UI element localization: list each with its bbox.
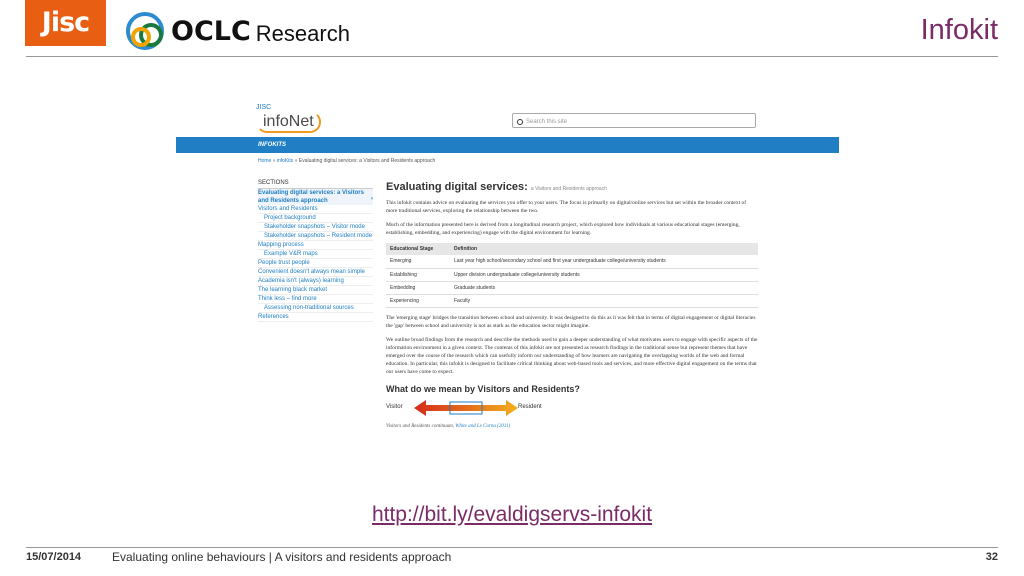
footer-text: Evaluating online behaviours | A visitors and residents approach: [112, 550, 452, 564]
chevron-right-icon: ›: [371, 196, 373, 202]
page-title-sub: a Visitors and Residents approach: [530, 186, 607, 192]
search-placeholder: Search this site: [526, 119, 568, 125]
oclc-logo-text: OCLC: [171, 15, 251, 47]
research-paragraph: Much of the information presented here is derived from a longitudinal research project, which explored how individuals at various educational stages (emerging, establishing, embedding, and experiencing) engage with the digital environment for learning.: [386, 222, 740, 236]
vr-heading: What do we mean by Visitors and Residents?: [386, 383, 580, 394]
sidebar-item[interactable]: Stakeholder snapshots – Visitor mode: [258, 223, 373, 232]
site-header: [176, 101, 839, 137]
stage-cell: Establishing: [386, 268, 450, 281]
visitor-label: Visitor: [386, 403, 403, 410]
breadcrumb: [258, 158, 435, 164]
nav-infokits[interactable]: INFOKITS: [258, 142, 286, 148]
visitors-residents-continuum: [386, 396, 758, 420]
search-icon: [517, 119, 523, 125]
infonet-logo[interactable]: [256, 105, 321, 133]
table-body: [386, 255, 758, 307]
sidebar-item[interactable]: Convenient doesn't always mean simple: [258, 268, 373, 277]
sidebar-item[interactable]: Stakeholder snapshots – Resident mode: [258, 232, 373, 241]
stage-cell: Emerging: [386, 255, 450, 268]
breadcrumb-current: Evaluating digital services: a Visitors and Residents approach: [298, 158, 436, 164]
table-row: [386, 268, 758, 281]
findings-paragraph: We outline broad findings from the research and describe the methods used to gain a deeper understanding of what motivates users to engage with specific aspects of the information environment in a given context. The contents of this infokit are not presented as research findings in the traditional sense but represent themes that have emerged over the course of the research which can usefully inform our understanding of how learners are navigating the overlapping worlds of the web and formal education. In particular, this infokit is designed to facilitate critical thinking about web-based tools and services, and more effective digital engagement on the terms that our users have come to expect.: [386, 336, 758, 375]
sidebar-item[interactable]: The learning black market: [258, 286, 373, 295]
stage-cell: Experiencing: [386, 294, 450, 307]
sidebar-item[interactable]: Project background: [258, 214, 373, 223]
educational-stages-table: [386, 243, 758, 308]
infokit-screenshot: [176, 101, 839, 491]
table-header-row: [386, 243, 758, 255]
table-header-stage: Educational Stage: [386, 243, 450, 255]
table-row: [386, 294, 758, 307]
header-divider: [26, 56, 998, 57]
continuum-arrow-icon: [386, 396, 586, 420]
definition-cell: Graduate students: [450, 281, 758, 294]
resident-label: Resident: [518, 403, 542, 410]
emerging-stage-paragraph: The 'emerging stage' bridges the transition between school and university. It was designed to do this as it was felt that in terms of digital engagement or digital literacies the 'gap' between school and university is not as stark as the education sector might imagine.: [386, 314, 756, 329]
caption-text: Visitors and Residents continuum,: [386, 423, 454, 429]
breadcrumb-home[interactable]: Home: [258, 158, 272, 164]
infonet-logo-jisc: JISC: [256, 104, 272, 111]
definition-cell: Last year high school/secondary school and first year undergraduate college/university students: [450, 255, 758, 268]
caption-link[interactable]: White and Le Cornu (2011): [455, 423, 511, 429]
footer-date: 15/07/2014: [26, 551, 82, 563]
stage-cell: Embedding: [386, 281, 450, 294]
breadcrumb-separator: »: [294, 158, 299, 164]
sections-sidebar: [258, 179, 373, 322]
sidebar-item[interactable]: Assessing non-traditional sources: [258, 304, 373, 313]
table-row: [386, 281, 758, 294]
sidebar-item-label: Evaluating digital services: a Visitors and Residents approach: [258, 190, 364, 204]
jisc-logo: Jisc: [25, 0, 106, 46]
definition-cell: Upper division undergraduate college/university students: [450, 268, 758, 281]
sidebar-item-active[interactable]: [258, 189, 373, 205]
sidebar-item[interactable]: References: [258, 313, 373, 322]
sidebar-item[interactable]: Example V&R maps: [258, 250, 373, 259]
footer-divider: [26, 547, 998, 548]
sidebar-title: SECTIONS: [258, 179, 373, 189]
sidebar-item[interactable]: Academia isn't (always) learning: [258, 277, 373, 286]
intro-paragraph: This infokit contains advice on evaluating the services you offer to your users. The focus is primarily on digital/online services but set within the broader context of more traditional services, exploring the relationship between the two.: [386, 200, 747, 214]
sidebar-list: [258, 205, 373, 322]
page-title: [386, 181, 758, 193]
sidebar-item[interactable]: People trust people: [258, 259, 373, 268]
page-title-main: Evaluating digital services:: [386, 181, 528, 193]
site-search-input[interactable]: [512, 113, 756, 128]
definition-cell: Faculty: [450, 294, 758, 307]
sidebar-item[interactable]: Visitors and Residents: [258, 205, 373, 214]
oclc-logo-sub: Research: [255, 21, 350, 46]
table-row: [386, 255, 758, 268]
figure-caption: [386, 424, 758, 429]
breadcrumb-separator: »: [272, 158, 277, 164]
slide-title: Infokit: [920, 14, 998, 46]
site-nav-bar: [176, 137, 839, 153]
table-header-definition: Definition: [450, 243, 758, 255]
infokit-url-link[interactable]: http://bit.ly/evaldigservs-infokit: [371, 503, 653, 526]
sidebar-item[interactable]: Mapping process: [258, 241, 373, 250]
slide-number: 32: [985, 551, 998, 563]
oclc-globe-icon: [123, 9, 167, 53]
oclc-research-logo: [123, 8, 350, 54]
main-content: [386, 181, 758, 429]
sidebar-item[interactable]: Think less – find more: [258, 295, 373, 304]
breadcrumb-infokits[interactable]: infoKits: [276, 158, 294, 164]
infonet-logo-text: infoNet: [256, 111, 321, 133]
